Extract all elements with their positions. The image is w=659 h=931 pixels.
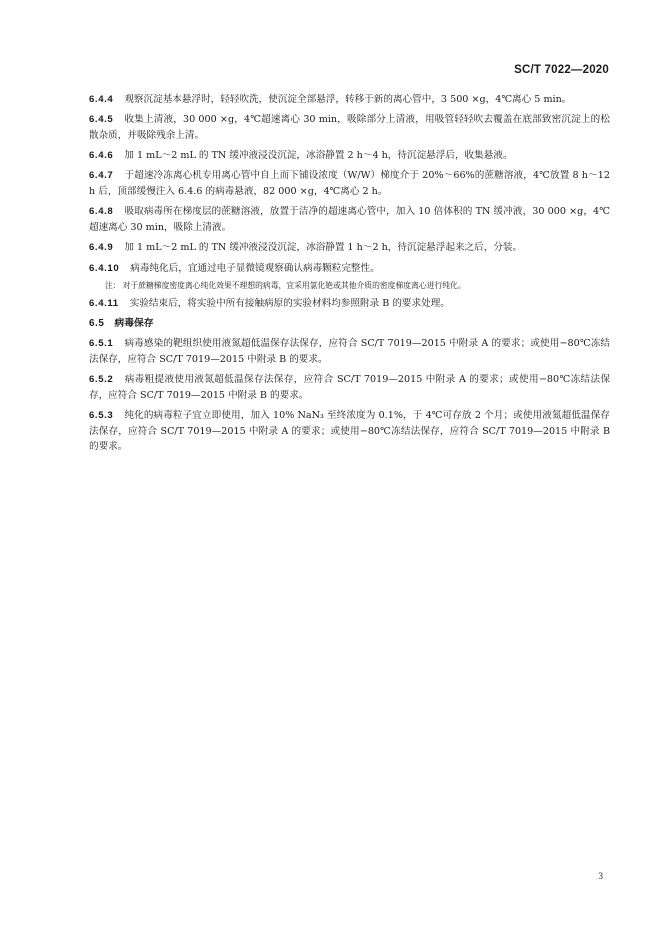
clause-text: 病毒感染的靶组织使用液氮超低温保存法保存，应符合 SC/T 7019—2015 中附录 A 的要求；或使用−80℃冻结法保存，应符合 SC/T 7019—2015 中附录 B 的要求。 bbox=[89, 337, 610, 365]
clause-number: 6.4.9 bbox=[89, 242, 114, 254]
clause-6-5-2 bbox=[89, 372, 610, 404]
page-number: 3 bbox=[598, 871, 603, 881]
clause-number: 6.4.10 bbox=[89, 262, 120, 274]
clause-text: 病毒纯化后，宜通过电子显微镜观察确认病毒颗粒完整性。 bbox=[130, 262, 380, 274]
clause-6-4-11 bbox=[89, 296, 610, 312]
document-body bbox=[89, 92, 610, 460]
clause-text: 病毒粗提液使用液氮超低温保存法保存，应符合 SC/T 7019—2015 中附录 A 的要求；或使用−80℃冻结法保存，应符合 SC/T 7019—2015 中附录 B 的要求。 bbox=[89, 373, 610, 401]
section-number: 6.5 bbox=[89, 317, 105, 329]
clause-number: 6.4.11 bbox=[89, 297, 119, 309]
clause-text: 实验结束后，将实验中所有接触病原的实验材料均参照附录 B 的要求处理。 bbox=[129, 297, 450, 309]
clause-text: 于超速冷冻离心机专用离心管中自上而下铺设浓度（W/W）梯度介于 20%～66%的蔗糖溶液，4℃放置 8 h～12 h 后，顶部缓慢注入 6.4.6 的病毒悬液，82 000 ×g，4℃离心 2 h。 bbox=[89, 170, 610, 198]
clause-text: 纯化的病毒粒子宜立即使用，加入 10% NaN₃ 至终浓度为 0.1%，于 4℃可存放 2 个月；或使用液氮超低温保存法保存，应符合 SC/T 7019—2015 中附录 A 的要求；或使用−80℃冻结法保存，应符合 SC/T 7019—2015 中附录 B 的要求。 bbox=[89, 409, 610, 453]
clause-6-5-1 bbox=[89, 336, 610, 368]
note-text: 对于蔗糖梯度密度离心纯化效果不理想的病毒，宜采用氯化铯或其他介质的密度梯度离心进行纯化。 bbox=[122, 280, 466, 290]
clause-6-4-5 bbox=[89, 112, 610, 144]
clause-number: 6.4.7 bbox=[89, 170, 114, 182]
clause-number: 6.5.3 bbox=[89, 409, 114, 421]
clause-text: 收集上清液，30 000 ×g，4℃超速离心 30 min，吸除部分上清液，用吸管轻轻吹去覆盖在底部致密沉淀上的松散杂质，并吸除残余上清。 bbox=[89, 114, 610, 141]
clause-number: 6.4.6 bbox=[89, 150, 114, 162]
clause-number: 6.5.1 bbox=[89, 337, 114, 349]
clause-number: 6.4.8 bbox=[89, 206, 114, 218]
clause-text: 加 1 mL～2 mL 的 TN 缓冲液浸没沉淀，冰浴静置 2 h～4 h，待沉淀悬浮后，收集悬液。 bbox=[124, 150, 513, 162]
clause-number: 6.4.5 bbox=[89, 114, 114, 126]
clause-6-5-3 bbox=[89, 408, 610, 455]
clause-6-4-4 bbox=[89, 92, 610, 108]
clause-6-4-7 bbox=[89, 168, 610, 200]
clause-number: 6.4.4 bbox=[89, 94, 114, 105]
clause-text: 吸取病毒所在梯度层的蔗糖溶液，放置于洁净的超速离心管中，加入 10 倍体积的 TN 缓冲液，30 000 ×g，4℃超速离心 30 min，吸除上清液。 bbox=[89, 206, 610, 234]
clause-text: 加 1 mL～2 mL 的 TN 缓冲液浸没沉淀，冰浴静置 1 h～2 h，待沉淀悬浮起来之后，分装。 bbox=[124, 242, 523, 254]
clause-6-4-6 bbox=[89, 148, 610, 164]
clause-text: 观察沉淀基本悬浮时，轻轻吹洗，使沉淀全部悬浮，转移于新的离心管中，3 500 ×g，4℃离心 5 min。 bbox=[124, 94, 572, 105]
clause-6-4-9 bbox=[89, 240, 610, 256]
clause-number: 6.5.2 bbox=[89, 373, 114, 385]
clause-6-4-10 bbox=[89, 261, 610, 277]
section-heading-6-5 bbox=[89, 316, 610, 332]
clause-6-4-8 bbox=[89, 204, 610, 236]
standard-code: SC/T 7022—2020 bbox=[514, 64, 609, 76]
section-title: 病毒保存 bbox=[114, 317, 154, 329]
note-label: 注： bbox=[105, 280, 121, 290]
note bbox=[105, 280, 610, 292]
